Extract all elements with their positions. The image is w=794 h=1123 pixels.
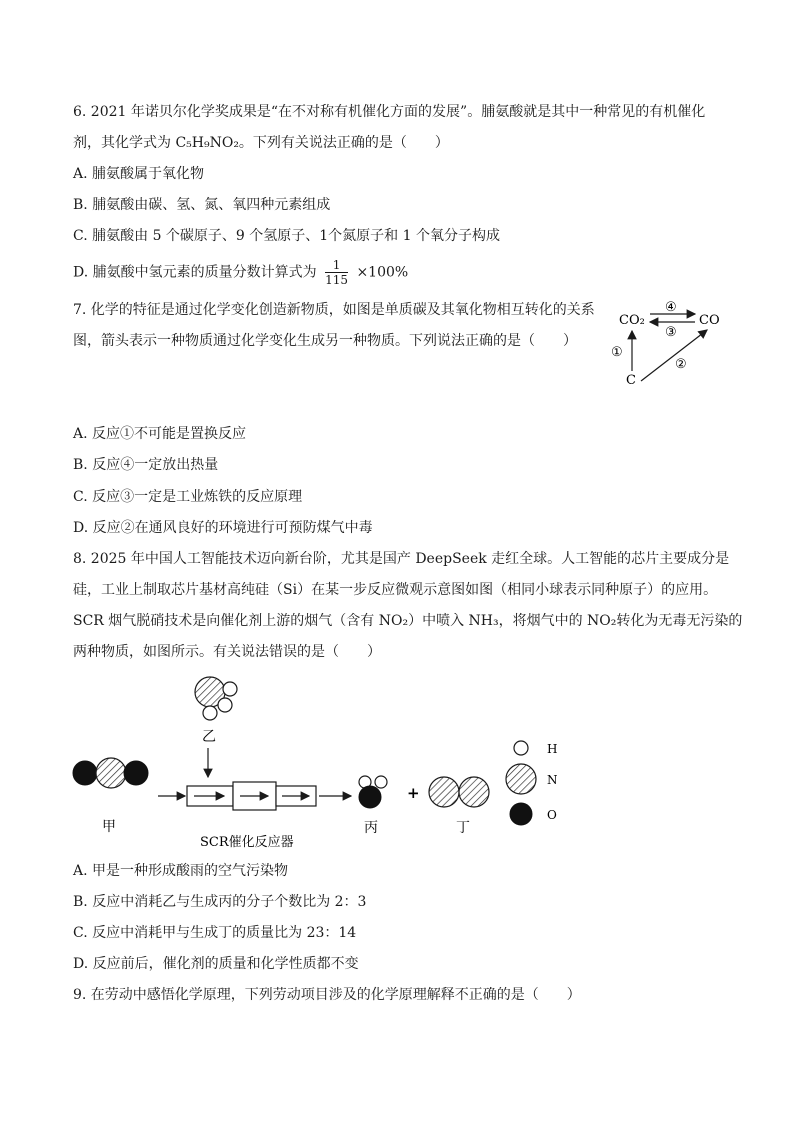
c-label: C: [626, 373, 636, 388]
q6-option-d-suffix: ×100%: [356, 264, 409, 281]
label-yi: 乙: [202, 729, 216, 745]
carbon-conversion-diagram: [605, 295, 735, 395]
q8-stem-line1: 8. 2025 年中国人工智能技术迈向新台阶，尤其是国产 DeepSeek 走红全球。人工智能的芯片主要成分是: [73, 551, 730, 567]
reaction-4-label: ④: [665, 300, 677, 315]
q6-stem-line1: 6. 2021 年诺贝尔化学奖成果是“在不对称有机催化方面的发展”。脯氨酸就是其中一种常见的有机催化: [73, 104, 706, 120]
q9-stem-line1: 9. 在劳动中感悟化学原理，下列劳动项目涉及的化学原理解释不正确的是（ ）: [73, 987, 581, 1003]
q8-option-b: B. 反应中消耗乙与生成丙的分子个数比为 2：3: [73, 894, 367, 910]
molecule-jia-no2: [73, 758, 148, 788]
q7-option-a: A. 反应①不可能是置换反应: [73, 426, 247, 442]
label-bing: 丙: [364, 820, 378, 836]
atom-legend: [506, 741, 558, 825]
fraction-denominator: 115: [325, 273, 348, 287]
fraction-numerator: 1: [325, 258, 348, 273]
q6-option-c: C. 脯氨酸由 5 个碳原子、9 个氢原子、1个氮原子和 1 个氧分子构成: [73, 228, 500, 244]
q8-stem-line2: 硅，工业上制取芯片基材高纯硅（Si）在某一步反应微观示意图如图（相同小球表示同种原子）的应用。: [73, 582, 718, 598]
co-label: CO: [699, 313, 720, 328]
scr-reaction-diagram: [60, 665, 580, 865]
q6-stem-line2: 剂，其化学式为 C₅H₉NO₂。下列有关说法正确的是（ ）: [73, 135, 449, 151]
q8-stem-line3: SCR 烟气脱硝技术是向催化剂上游的烟气（含有 NO₂）中喷入 NH₃，将烟气中的 NO₂转化为无毒无污染的: [73, 613, 743, 629]
legend-o-label: O: [547, 808, 557, 822]
molecule-bing-h2o: [359, 776, 387, 808]
molecule-yi-nh3: [195, 677, 237, 720]
q6-option-b: B. 脯氨酸由碳、氢、氮、氧四种元素组成: [73, 197, 331, 213]
q8-option-a: A. 甲是一种形成酸雨的空气污染物: [73, 863, 289, 879]
q7-stem-line1: 7. 化学的特征是通过化学变化创造新物质，如图是单质碳及其氧化物相互转化的关系: [73, 302, 595, 318]
legend-h-label: H: [547, 742, 558, 756]
label-jia: 甲: [102, 819, 116, 835]
q7-option-d: D. 反应②在通风良好的环境进行可预防煤气中毒: [73, 520, 373, 536]
q6-option-d-prefix: D. 脯氨酸中氢元素的质量分数计算式为: [73, 264, 317, 281]
q8-option-d: D. 反应前后，催化剂的质量和化学性质都不变: [73, 956, 359, 972]
reaction-2-label: ②: [675, 357, 687, 372]
legend-n-label: N: [547, 773, 558, 787]
label-ding: 丁: [456, 820, 470, 836]
reaction-1-label: ①: [611, 345, 623, 360]
q7-option-b: B. 反应④一定放出热量: [73, 457, 219, 473]
q6-option-a: A. 脯氨酸属于氧化物: [73, 166, 205, 182]
q7-option-c: C. 反应③一定是工业炼铁的反应原理: [73, 489, 303, 505]
q6-option-d: [73, 258, 408, 287]
scr-reactor: [187, 782, 316, 810]
label-reactor: SCR催化反应器: [200, 835, 294, 850]
q8-option-c: C. 反应中消耗甲与生成丁的质量比为 23：14: [73, 925, 357, 941]
q8-stem-line4: 两种物质，如图所示。有关说法错误的是（ ）: [73, 644, 381, 660]
plus-sign: +: [407, 784, 420, 802]
molecule-ding-n2: [429, 777, 489, 807]
fraction: [325, 258, 348, 287]
reaction-3-label: ③: [665, 325, 677, 340]
co2-label: CO₂: [619, 313, 645, 328]
q7-stem-line2: 图，箭头表示一种物质通过化学变化生成另一种物质。下列说法正确的是（ ）: [73, 333, 577, 349]
